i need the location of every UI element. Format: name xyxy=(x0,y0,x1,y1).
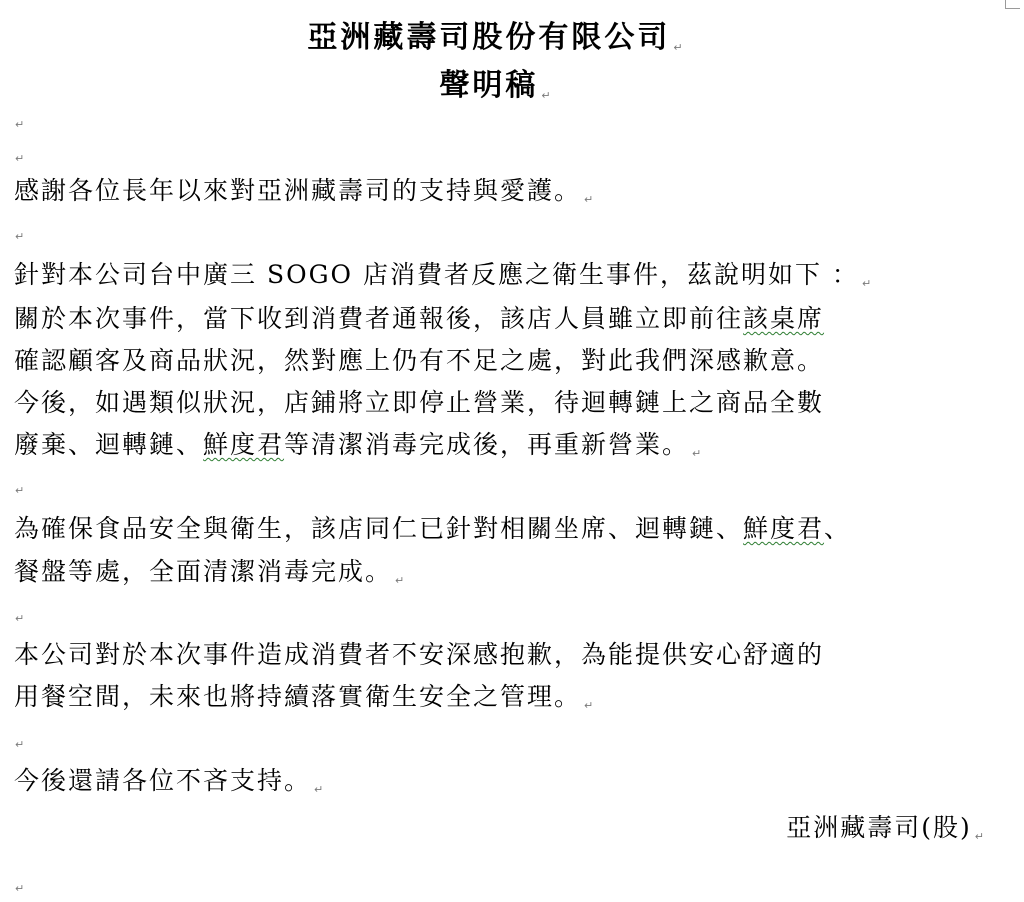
spelling-flag: 該桌席 xyxy=(743,304,825,333)
paragraph-mark-icon: ↵ xyxy=(15,738,25,751)
paragraph-mark-icon: ↵ xyxy=(15,118,25,131)
paragraph-mark-icon: ↵ xyxy=(541,89,551,102)
greeting-line: 感謝各位長年以來對亞洲藏壽司的支持與愛護。 ↵ xyxy=(14,176,594,206)
paragraph-mark-icon: ↵ xyxy=(15,612,25,625)
paragraph-mark-icon: ↵ xyxy=(395,574,405,587)
paragraph-mark-icon: ↵ xyxy=(15,882,25,895)
apology-line-1: 本公司對於本次事件造成消費者不安深感抱歉，為能提供安心舒適的 xyxy=(14,640,825,669)
statement-line-3: 確認顧客及商品狀況，然對應上仍有不足之處，對此我們深感歉意。 xyxy=(14,346,825,375)
paragraph-mark-icon: ↵ xyxy=(673,41,683,54)
paragraph-mark-icon: ↵ xyxy=(15,484,25,497)
statement-line-2: 關於本次事件，當下收到消費者通報後，該店人員雖立即前往該桌席 xyxy=(14,304,825,333)
document-subtitle: 聲明稿 ↵ xyxy=(439,68,551,103)
spelling-flag: 鮮度君 xyxy=(203,430,285,459)
spelling-flag: 鮮度君 xyxy=(743,514,825,543)
paragraph-mark-icon: ↵ xyxy=(692,447,702,460)
statement-line-5: 廢棄、迴轉鏈、鮮度君等清潔消毒完成後，再重新營業。 ↵ xyxy=(14,430,702,460)
apology-line-2: 用餐空間，未來也將持續落實衛生安全之管理。 ↵ xyxy=(14,682,594,712)
paragraph-mark-icon: ↵ xyxy=(314,783,324,796)
cleaning-line-1: 為確保食品安全與衛生，該店同仁已針對相關坐席、迴轉鏈、鮮度君、 xyxy=(14,514,852,543)
signature: 亞洲藏壽司(股) ↵ xyxy=(786,813,984,843)
paragraph-mark-icon: ↵ xyxy=(584,699,594,712)
paragraph-mark-icon: ↵ xyxy=(15,230,25,243)
closing-line: 今後還請各位不吝支持。 ↵ xyxy=(14,766,324,796)
paragraph-mark-icon: ↵ xyxy=(15,152,25,165)
statement-line-1: 針對本公司台中廣三 SOGO 店消費者反應之衛生事件，茲說明如下 ： ↵ xyxy=(14,260,872,290)
paragraph-mark-icon: ↵ xyxy=(974,830,984,843)
paragraph-mark-icon: ↵ xyxy=(584,193,594,206)
cleaning-line-2: 餐盤等處，全面清潔消毒完成。 ↵ xyxy=(14,557,405,587)
statement-line-4: 今後，如遇類似狀況，店鋪將立即停止營業，待迴轉鏈上之商品全數 xyxy=(14,388,825,417)
paragraph-mark-icon: ↵ xyxy=(861,277,872,290)
margin-corner-mark xyxy=(1005,0,1020,9)
company-title: 亞洲藏壽司股份有限公司 ↵ xyxy=(307,20,683,55)
